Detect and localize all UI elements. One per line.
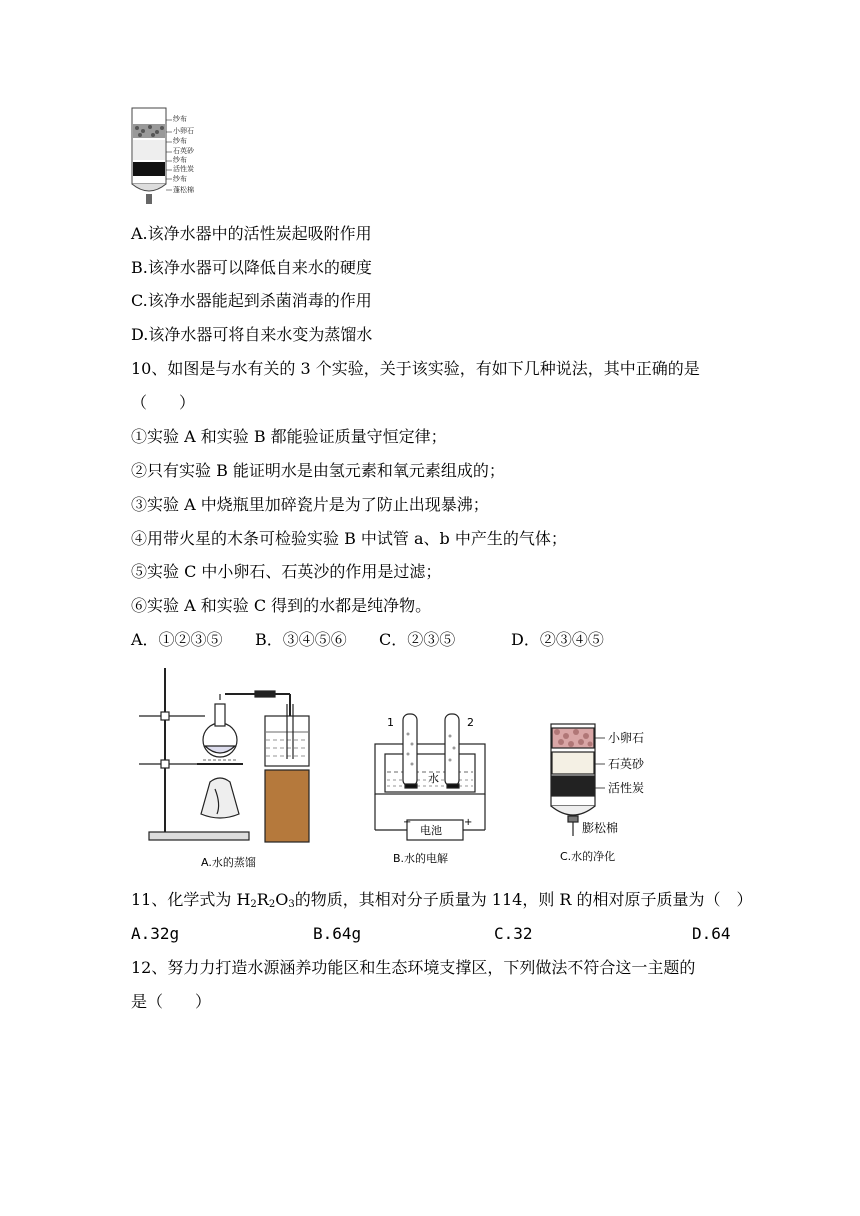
q11-option-d: D.64 xyxy=(692,924,731,943)
q10-statement-1: ①实验 A 和实验 B 都能验证质量守恒定律； xyxy=(131,427,447,446)
q10-statement-6: ⑥实验 A 和实验 C 得到的水都是纯净物。 xyxy=(131,596,432,615)
caption-a: A.水的蒸馏 xyxy=(201,856,256,869)
layer-label-cotton: 膨松棉 xyxy=(582,821,619,835)
q12-stem-line1: 12、努力力打造水源涵养功能区和生态环境支撑区，下列做法不符合这一主题的 xyxy=(131,958,696,977)
q11-option-c: C.32 xyxy=(494,924,533,943)
q10-option-c: C．②③⑤ xyxy=(379,630,456,649)
experiment-figure xyxy=(135,664,655,874)
layer-label-carbon: 活性炭 xyxy=(608,781,645,795)
q11-sub-1: 2 xyxy=(250,899,257,910)
q10-option-d: D．②③④⑤ xyxy=(511,630,604,649)
layer-label-quartz: 石英砂 xyxy=(608,757,645,771)
distillation-apparatus xyxy=(139,668,309,842)
small-filter-label: 纱布 xyxy=(173,137,187,145)
battery-plus: + xyxy=(464,817,473,828)
q11-stem xyxy=(131,890,753,915)
small-filter-label: 小卵石 xyxy=(173,127,194,135)
q10-options xyxy=(131,630,604,650)
battery-minus: − xyxy=(403,817,412,828)
purification-apparatus xyxy=(551,724,605,836)
q9-option-a: A.该净水器中的活性炭起吸附作用 xyxy=(131,224,372,243)
q11-sub-2: 2 xyxy=(268,899,276,910)
q11-stem-post: 的物质，其相对分子质量为 114，则 R 的相对原子质量为（ ） xyxy=(294,890,753,909)
small-filter-label: 蓬松棉 xyxy=(173,186,194,194)
q9-option-c: C.该净水器能起到杀菌消毒的作用 xyxy=(131,291,372,310)
q10-stem-line1: 10、如图是与水有关的 3 个实验，关于该实验，有如下几种说法，其中正确的是 xyxy=(131,359,700,378)
small-filter-label: 纱布 xyxy=(173,115,187,123)
tube-label-1: 1 xyxy=(387,716,394,729)
small-water-filter-diagram xyxy=(128,106,208,214)
q10-option-a: A．①②③⑤ xyxy=(131,630,223,649)
tube-label-2: 2 xyxy=(467,716,474,729)
q11-o: O xyxy=(275,890,289,909)
caption-c: C.水的净化 xyxy=(560,850,616,863)
q11-sub-3: 3 xyxy=(288,899,295,910)
q10-option-b: B．③④⑤⑥ xyxy=(255,630,347,649)
q10-statement-4: ④用带火星的木条可检验实验 B 中试管 a、b 中产生的气体； xyxy=(131,529,567,548)
small-filter-svg xyxy=(128,106,208,214)
q10-stem-line2: （ ） xyxy=(131,393,196,412)
water-label: 水 xyxy=(428,772,439,785)
q10-statement-5: ⑤实验 C 中小卵石、石英沙的作用是过滤； xyxy=(131,562,442,581)
q11-option-b: B.64g xyxy=(313,924,362,943)
q11-stem-pre: 11、化学式为 H xyxy=(131,890,251,909)
q9-option-d: D.该净水器可将自来水变为蒸馏水 xyxy=(131,325,373,344)
q11-r: R xyxy=(256,890,269,909)
q11-option-a: A.32g xyxy=(131,924,180,943)
small-filter-label: 纱布 xyxy=(173,175,187,183)
small-filter-label: 石英砂 xyxy=(173,147,194,155)
q12-stem-line2: 是（ ） xyxy=(131,992,212,1011)
battery-label: 电池 xyxy=(420,824,442,837)
caption-b: B.水的电解 xyxy=(393,852,449,865)
experiment-figure-svg xyxy=(135,664,655,874)
q10-statement-2: ②只有实验 B 能证明水是由氢元素和氧元素组成的； xyxy=(131,461,505,480)
small-filter-label: 纱布 xyxy=(173,156,187,164)
q9-option-b: B.该净水器可以降低自来水的硬度 xyxy=(131,258,372,277)
q10-statement-3: ③实验 A 中烧瓶里加碎瓷片是为了防止出现暴沸； xyxy=(131,495,489,514)
small-filter-label: 活性炭 xyxy=(173,165,194,173)
layer-label-pebble: 小卵石 xyxy=(608,731,645,745)
